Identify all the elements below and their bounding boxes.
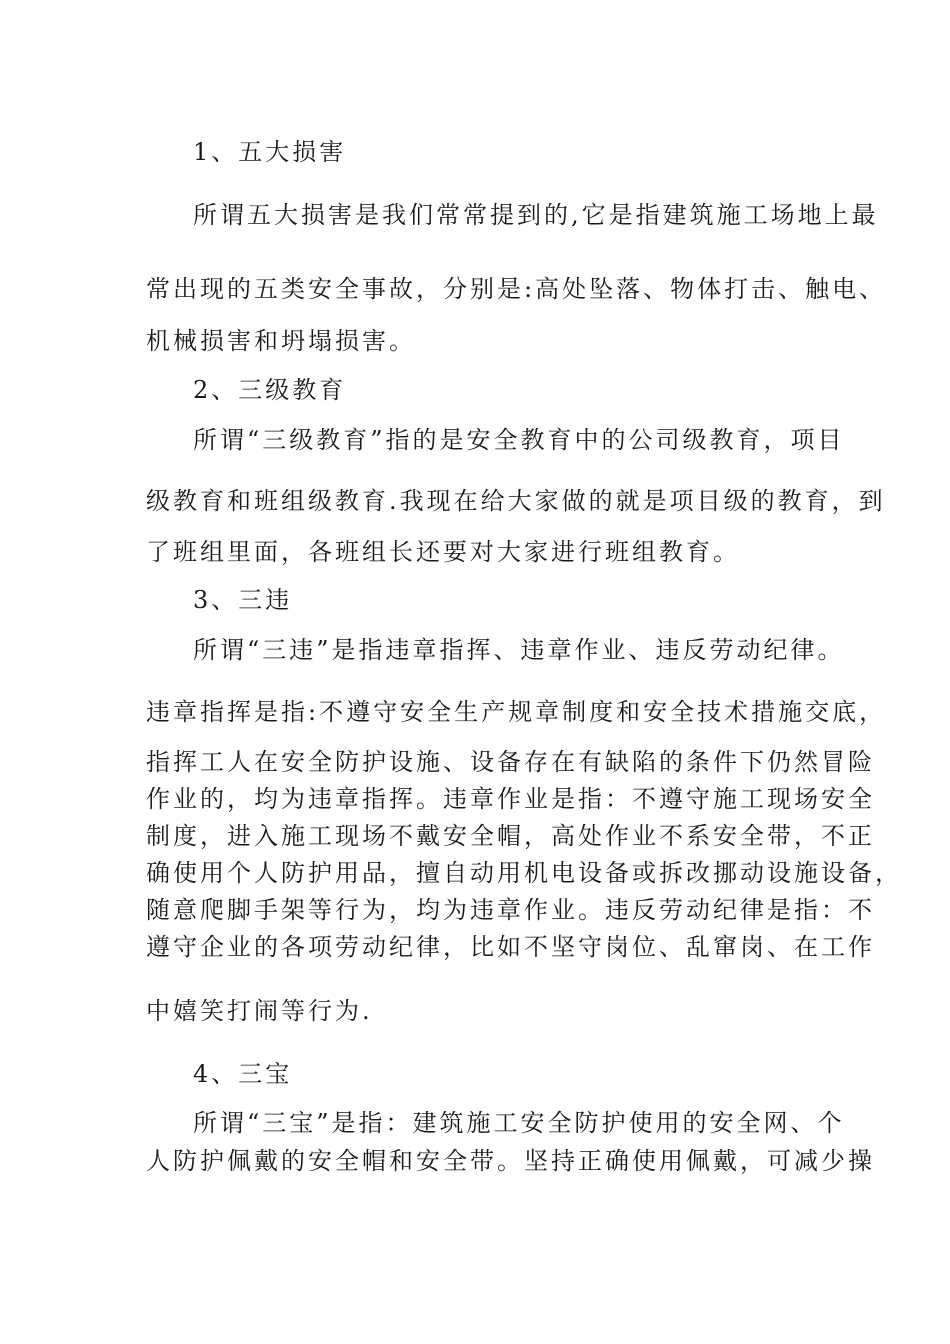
paragraph-line: 确使用个人防护用品，擅自动用机电设备或拆改挪动设施设备， <box>146 859 902 887</box>
paragraph-line: 制度，进入施工现场不戴安全帽，高处作业不系安全带，不正 <box>146 822 875 850</box>
paragraph-line: 作业的，均为违章指挥。违章作业是指：不遵守施工现场安全 <box>146 785 875 813</box>
section-heading: 4、三宝 <box>193 1060 293 1088</box>
section-heading: 3、三违 <box>193 586 293 614</box>
paragraph-line: 随意爬脚手架等行为，均为违章作业。违反劳动纪律是指：不 <box>146 896 875 924</box>
paragraph-line: 级教育和班组级教育.我现在给大家做的就是项目级的教育，到 <box>146 487 886 515</box>
paragraph-line: 所谓“三宝”是指：建筑施工安全防护使用的安全网、个 <box>193 1109 845 1137</box>
paragraph-line: 所谓五大损害是我们常常提到的,它是指建筑施工场地上最 <box>193 201 879 229</box>
paragraph-line: 所谓“三级教育”指的是安全教育中的公司级教育，项目 <box>193 426 845 454</box>
paragraph-line: 常出现的五类安全事故，分别是:高处坠落、物体打击、触电、 <box>146 275 887 303</box>
paragraph-line: 了班组里面，各班组长还要对大家进行班组教育。 <box>146 538 740 566</box>
paragraph-line: 机械损害和坍塌损害。 <box>146 327 416 355</box>
section-heading: 2、三级教育 <box>193 376 347 404</box>
paragraph-line: 人防护佩戴的安全帽和安全带。坚持正确使用佩戴，可减少操 <box>146 1147 875 1175</box>
paragraph-line: 遵守企业的各项劳动纪律，比如不坚守岗位、乱窜岗、在工作 <box>146 933 875 961</box>
paragraph-line: 违章指挥是指:不遵守安全生产规章制度和安全技术措施交底， <box>146 698 887 726</box>
section-heading: 1、五大损害 <box>193 138 347 166</box>
paragraph-line: 中嬉笑打闹等行为. <box>146 997 373 1025</box>
paragraph-line: 指挥工人在安全防护设施、设备存在有缺陷的条件下仍然冒险 <box>146 748 875 776</box>
paragraph-line: 所谓“三违”是指违章指挥、违章作业、违反劳动纪律。 <box>193 636 845 664</box>
